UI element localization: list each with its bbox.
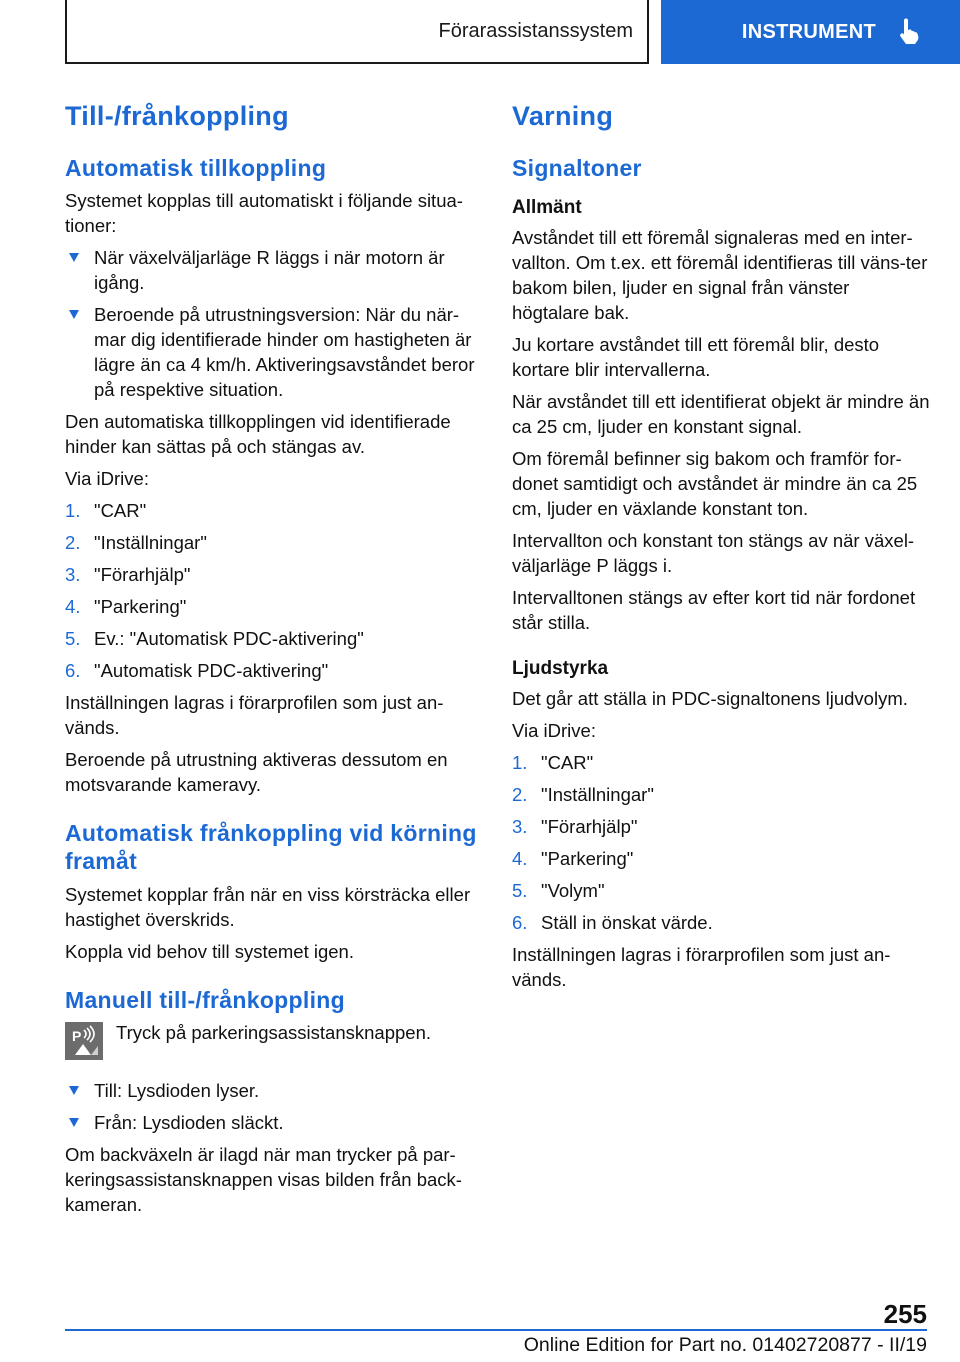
paragraph: Intervalltonen stängs av efter kort tid när fordonet står stilla. — [512, 587, 916, 634]
manual-heading: Manuell till-/frånkoppling — [65, 986, 345, 1013]
numbered-list — [512, 750, 930, 935]
list-item: 1. "CAR" — [512, 751, 594, 773]
paragraph: Ju kortare avståndet till ett föremål blir, desto kortare blir intervallerna. — [512, 334, 880, 381]
auto-off-heading: Automatisk frånkoppling vid körning framåt — [65, 820, 477, 875]
list-item: När växelväljarläge R läggs i när motorn är igång. — [65, 245, 480, 295]
paragraph: Via iDrive: — [512, 719, 596, 741]
paragraph: Inställningen lagras i förarprofilen som just an-vänds. — [65, 692, 444, 739]
triangle-bullet-icon — [69, 310, 79, 319]
paragraph: Systemet kopplas till automatiskt i följande situa-tioner: — [65, 190, 463, 237]
bullet-list — [65, 245, 480, 402]
section-heading: Varning — [512, 101, 614, 131]
paragraph: Intervallton och konstant ton stängs av när växel-väljarläge P läggs i. — [512, 530, 915, 577]
list-item: 6. "Automatisk PDC-aktivering" — [65, 660, 329, 682]
paragraph: Inställningen lagras i förarprofilen som just an-vänds. — [512, 943, 891, 990]
list-item: 5. Ev.: "Automatisk PDC-aktivering" — [65, 628, 364, 650]
paragraph: Om backväxeln är ilagd när man trycker på par-keringsassistansknappen visas bilden från back-kameran. — [65, 1143, 462, 1215]
list-item: 2. "Inställningar" — [512, 783, 654, 805]
left-column — [65, 100, 480, 1224]
triangle-bullet-icon — [69, 1086, 79, 1095]
bullet-list — [65, 1078, 480, 1135]
auto-on-heading: Automatisk tillkoppling — [65, 155, 327, 182]
right-column — [512, 100, 930, 999]
footer-divider — [65, 1329, 927, 1331]
list-item: 6. Ställ in önskat värde. — [512, 911, 713, 933]
triangle-bullet-icon — [69, 253, 79, 262]
section-title-tab — [65, 0, 649, 64]
paragraph: Avståndet till ett föremål signaleras med en inter-vallton. Om t.ex. ett föremål identifieras till väns-ter bakom bilen, ljuder en signal från vänster högtalare bak. — [512, 227, 928, 324]
numbered-list — [65, 498, 480, 683]
general-heading: Allmänt — [512, 197, 582, 219]
parking-assist-button-icon — [65, 1022, 103, 1060]
list-item: 4. "Parkering" — [65, 596, 187, 618]
paragraph: Det går att ställa in PDC-signaltonens ljudvolym. — [512, 687, 908, 709]
paragraph: Systemet kopplar från när en viss körsträcka eller hastighet överskrids. — [65, 883, 471, 930]
hand-pointer-icon — [898, 18, 920, 46]
button-instruction-text: Tryck på parkeringsassistansknappen. — [116, 1021, 431, 1043]
list-item: 3. "Förarhjälp" — [65, 564, 191, 586]
chapter-tab — [661, 0, 960, 64]
paragraph: Beroende på utrustning aktiveras dessutom en motsvarande kameravy. — [65, 749, 448, 796]
page-number: 255 — [883, 1299, 927, 1329]
paragraph: När avståndet till ett identifierat objekt är mindre än ca 25 cm, ljuder en konstant signal. — [512, 391, 930, 438]
button-instruction — [65, 1020, 480, 1060]
list-item: 2. "Inställningar" — [65, 532, 207, 554]
list-item: 5. "Volym" — [512, 879, 605, 901]
triangle-bullet-icon — [69, 1118, 79, 1127]
list-item: Beroende på utrustningsversion: När du när-mar dig identifierade hinder om hastigheten är lägre än ca 4 km/h. Aktiveringsavståndet beror på respektive situation. — [65, 302, 480, 402]
section-title: Förarassistanssystem — [438, 19, 633, 42]
signals-heading: Signaltoner — [512, 155, 642, 182]
paragraph: Koppla vid behov till systemet igen. — [65, 940, 354, 962]
paragraph: Den automatiska tillkopplingen vid identifierade hinder kan sättas på och stängas av. — [65, 411, 451, 458]
list-item: Till: Lysdioden lyser. — [65, 1078, 480, 1103]
chapter-title: INSTRUMENT — [741, 20, 876, 43]
edition-text: Online Edition for Part no. 01402720877 - II/19 — [523, 1334, 927, 1356]
list-item: 1. "CAR" — [65, 500, 147, 522]
section-heading: Till-/frånkoppling — [65, 101, 289, 131]
paragraph: Om föremål befinner sig bakom och framför for-donet samtidigt och avståndet är mindre än ca 25 cm, ljuder en växlande konstant ton. — [512, 448, 918, 520]
list-item: 3. "Förarhjälp" — [512, 815, 638, 837]
svg-text:P: P — [72, 1027, 82, 1044]
list-item: 4. "Parkering" — [512, 847, 634, 869]
paragraph: Via iDrive: — [65, 468, 149, 490]
list-item: Från: Lysdioden släckt. — [65, 1110, 480, 1135]
volume-heading: Ljudstyrka — [512, 658, 609, 680]
